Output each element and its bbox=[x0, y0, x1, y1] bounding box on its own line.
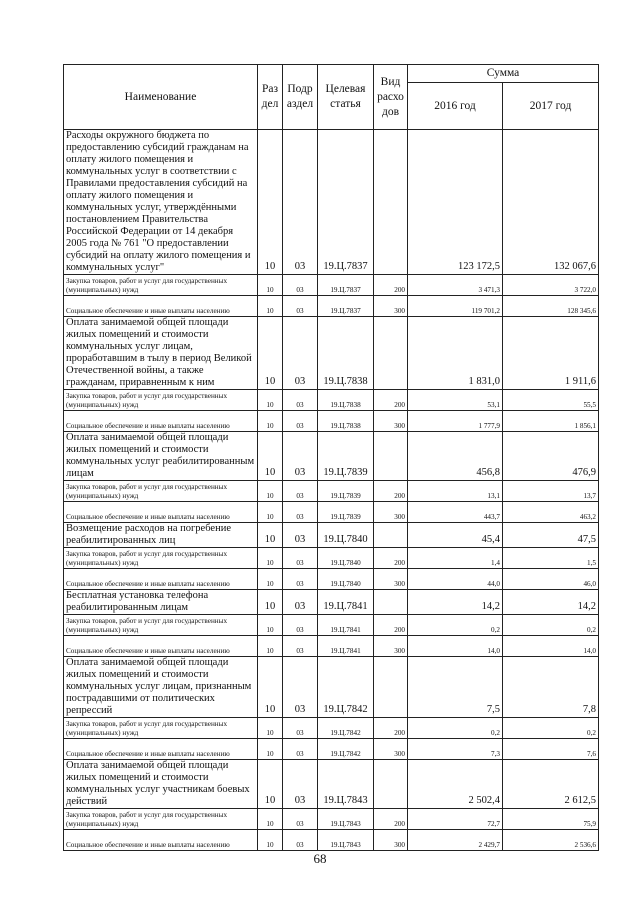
row-vid: 200 bbox=[374, 481, 408, 502]
row-name: Социальное обеспечение и иные выплаты населению bbox=[64, 411, 258, 432]
row-sum-2016: 7,5 bbox=[408, 657, 503, 718]
row-sum-2016: 45,4 bbox=[408, 523, 503, 548]
row-vid: 200 bbox=[374, 718, 408, 739]
table-row-item bbox=[64, 317, 599, 390]
row-podrazdel: 03 bbox=[283, 411, 318, 432]
row-target: 19.Ц.7837 bbox=[318, 275, 374, 296]
row-sum-2017: 14,0 bbox=[503, 636, 599, 657]
row-sum-2017: 14,2 bbox=[503, 590, 599, 615]
row-podrazdel: 03 bbox=[283, 296, 318, 317]
table-row-item bbox=[64, 432, 599, 481]
row-sum-2016: 1,4 bbox=[408, 548, 503, 569]
header-year-2017: 2017 год bbox=[503, 83, 599, 130]
row-target: 19.Ц.7839 bbox=[318, 432, 374, 481]
row-podrazdel: 03 bbox=[283, 809, 318, 830]
row-target: 19.Ц.7840 bbox=[318, 523, 374, 548]
row-name: Бесплатная установка телефона реабилитированным лицам bbox=[64, 590, 258, 615]
table-row-item bbox=[64, 590, 599, 615]
row-target: 19.Ц.7842 bbox=[318, 739, 374, 760]
row-razdel: 10 bbox=[258, 809, 283, 830]
row-razdel: 10 bbox=[258, 718, 283, 739]
row-sum-2017: 0,2 bbox=[503, 718, 599, 739]
row-sum-2017: 75,9 bbox=[503, 809, 599, 830]
row-name: Возмещение расходов на погребение реабилитированных лиц bbox=[64, 523, 258, 548]
row-sum-2016: 14,0 bbox=[408, 636, 503, 657]
row-sum-2016: 72,7 bbox=[408, 809, 503, 830]
row-sum-2016: 2 429,7 bbox=[408, 830, 503, 851]
table-row-subitem bbox=[64, 615, 599, 636]
row-podrazdel: 03 bbox=[283, 548, 318, 569]
row-name: Закупка товаров, работ и услуг для государственных (муниципальных) нужд bbox=[64, 390, 258, 411]
row-razdel: 10 bbox=[258, 548, 283, 569]
row-razdel: 10 bbox=[258, 760, 283, 809]
table-row-subitem bbox=[64, 411, 599, 432]
row-sum-2016: 7,3 bbox=[408, 739, 503, 760]
row-target: 19.Ц.7839 bbox=[318, 502, 374, 523]
table-row-subitem bbox=[64, 296, 599, 317]
row-target: 19.Ц.7843 bbox=[318, 760, 374, 809]
row-podrazdel: 03 bbox=[283, 569, 318, 590]
table-row-subitem bbox=[64, 502, 599, 523]
row-vid bbox=[374, 760, 408, 809]
table-row-item bbox=[64, 523, 599, 548]
row-sum-2017: 1 856,1 bbox=[503, 411, 599, 432]
header-sum: Сумма bbox=[408, 65, 599, 83]
row-podrazdel: 03 bbox=[283, 317, 318, 390]
row-razdel: 10 bbox=[258, 432, 283, 481]
row-name: Социальное обеспечение и иные выплаты населению bbox=[64, 739, 258, 760]
row-razdel: 10 bbox=[258, 569, 283, 590]
table-row-subitem bbox=[64, 739, 599, 760]
table-row-subitem bbox=[64, 830, 599, 851]
row-razdel: 10 bbox=[258, 296, 283, 317]
row-name: Закупка товаров, работ и услуг для государственных (муниципальных) нужд bbox=[64, 548, 258, 569]
row-razdel: 10 bbox=[258, 502, 283, 523]
row-podrazdel: 03 bbox=[283, 636, 318, 657]
row-name: Социальное обеспечение и иные выплаты населению bbox=[64, 830, 258, 851]
row-target: 19.Ц.7841 bbox=[318, 590, 374, 615]
row-name: Оплата занимаемой общей площади жилых помещений и стоимости коммунальных услуг лицам, проработавшим в тылу в период Великой Отечественной войны, а также гражданам, приравненным к ним bbox=[64, 317, 258, 390]
row-vid: 300 bbox=[374, 296, 408, 317]
row-razdel: 10 bbox=[258, 317, 283, 390]
row-target: 19.Ц.7840 bbox=[318, 548, 374, 569]
row-sum-2016: 0,2 bbox=[408, 718, 503, 739]
table-row-subitem bbox=[64, 390, 599, 411]
table-row-subitem bbox=[64, 548, 599, 569]
row-vid: 200 bbox=[374, 809, 408, 830]
row-name: Социальное обеспечение и иные выплаты населению bbox=[64, 569, 258, 590]
row-sum-2017: 128 345,6 bbox=[503, 296, 599, 317]
row-name: Закупка товаров, работ и услуг для государственных (муниципальных) нужд bbox=[64, 481, 258, 502]
row-sum-2016: 1 777,9 bbox=[408, 411, 503, 432]
row-vid: 200 bbox=[374, 548, 408, 569]
row-sum-2017: 1 911,6 bbox=[503, 317, 599, 390]
row-vid bbox=[374, 432, 408, 481]
row-sum-2017: 13,7 bbox=[503, 481, 599, 502]
row-vid: 300 bbox=[374, 830, 408, 851]
row-vid bbox=[374, 523, 408, 548]
row-target: 19.Ц.7842 bbox=[318, 718, 374, 739]
table-row-subitem bbox=[64, 481, 599, 502]
row-razdel: 10 bbox=[258, 830, 283, 851]
row-sum-2017: 2 536,6 bbox=[503, 830, 599, 851]
row-razdel: 10 bbox=[258, 275, 283, 296]
row-sum-2017: 463,2 bbox=[503, 502, 599, 523]
row-sum-2016: 119 701,2 bbox=[408, 296, 503, 317]
row-sum-2016: 44,0 bbox=[408, 569, 503, 590]
row-name: Закупка товаров, работ и услуг для государственных (муниципальных) нужд bbox=[64, 615, 258, 636]
row-sum-2017: 46,0 bbox=[503, 569, 599, 590]
row-name: Расходы окружного бюджета по предоставлению субсидий гражданам на оплату жилого помещения и коммунальных услуг в соответствии с Правилами предоставления субсидий на оплату жилого помещения и коммунальных услуг, утверждёнными постановлением Правительства Российской Федерации от 14 декабря 2005 года № 761 "О предоставлении субсидий на оплату жилого помещения и коммунальных услуг" bbox=[64, 130, 258, 275]
row-target: 19.Ц.7841 bbox=[318, 615, 374, 636]
row-sum-2017: 47,5 bbox=[503, 523, 599, 548]
row-vid bbox=[374, 657, 408, 718]
row-podrazdel: 03 bbox=[283, 481, 318, 502]
row-target: 19.Ц.7843 bbox=[318, 830, 374, 851]
row-target: 19.Ц.7843 bbox=[318, 809, 374, 830]
row-target: 19.Ц.7838 bbox=[318, 411, 374, 432]
table-row-subitem bbox=[64, 275, 599, 296]
row-podrazdel: 03 bbox=[283, 590, 318, 615]
row-vid: 300 bbox=[374, 411, 408, 432]
row-sum-2017: 1,5 bbox=[503, 548, 599, 569]
table-body bbox=[64, 130, 599, 851]
header-year-2016: 2016 год bbox=[408, 83, 503, 130]
row-podrazdel: 03 bbox=[283, 432, 318, 481]
row-sum-2016: 443,7 bbox=[408, 502, 503, 523]
row-sum-2017: 2 612,5 bbox=[503, 760, 599, 809]
row-podrazdel: 03 bbox=[283, 502, 318, 523]
header-vid: Вид расхо дов bbox=[374, 65, 408, 130]
row-vid: 300 bbox=[374, 739, 408, 760]
row-sum-2017: 7,6 bbox=[503, 739, 599, 760]
row-vid bbox=[374, 590, 408, 615]
row-name: Закупка товаров, работ и услуг для государственных (муниципальных) нужд bbox=[64, 718, 258, 739]
row-name: Закупка товаров, работ и услуг для государственных (муниципальных) нужд bbox=[64, 275, 258, 296]
header-podrazdel: Подр аздел bbox=[283, 65, 318, 130]
row-razdel: 10 bbox=[258, 481, 283, 502]
table-row-subitem bbox=[64, 809, 599, 830]
row-podrazdel: 03 bbox=[283, 615, 318, 636]
row-podrazdel: 03 bbox=[283, 830, 318, 851]
row-sum-2017: 132 067,6 bbox=[503, 130, 599, 275]
row-podrazdel: 03 bbox=[283, 523, 318, 548]
table-row-subitem bbox=[64, 569, 599, 590]
row-podrazdel: 03 bbox=[283, 718, 318, 739]
row-target: 19.Ц.7838 bbox=[318, 317, 374, 390]
row-sum-2017: 3 722,0 bbox=[503, 275, 599, 296]
row-razdel: 10 bbox=[258, 523, 283, 548]
header-razdel: Раз дел bbox=[258, 65, 283, 130]
row-sum-2017: 476,9 bbox=[503, 432, 599, 481]
row-vid bbox=[374, 130, 408, 275]
row-vid: 300 bbox=[374, 569, 408, 590]
row-podrazdel: 03 bbox=[283, 130, 318, 275]
row-vid: 300 bbox=[374, 636, 408, 657]
row-razdel: 10 bbox=[258, 130, 283, 275]
row-podrazdel: 03 bbox=[283, 275, 318, 296]
row-target: 19.Ц.7840 bbox=[318, 569, 374, 590]
row-sum-2016: 2 502,4 bbox=[408, 760, 503, 809]
row-razdel: 10 bbox=[258, 411, 283, 432]
row-sum-2016: 13,1 bbox=[408, 481, 503, 502]
row-podrazdel: 03 bbox=[283, 390, 318, 411]
row-podrazdel: 03 bbox=[283, 760, 318, 809]
table-row-subitem bbox=[64, 636, 599, 657]
header-name: Наименование bbox=[64, 65, 258, 130]
row-sum-2016: 123 172,5 bbox=[408, 130, 503, 275]
row-vid: 300 bbox=[374, 502, 408, 523]
row-vid: 200 bbox=[374, 615, 408, 636]
row-sum-2016: 1 831,0 bbox=[408, 317, 503, 390]
row-target: 19.Ц.7839 bbox=[318, 481, 374, 502]
row-vid: 200 bbox=[374, 275, 408, 296]
row-vid: 200 bbox=[374, 390, 408, 411]
row-name: Социальное обеспечение и иные выплаты населению bbox=[64, 636, 258, 657]
row-target: 19.Ц.7837 bbox=[318, 130, 374, 275]
row-sum-2016: 3 471,3 bbox=[408, 275, 503, 296]
row-target: 19.Ц.7841 bbox=[318, 636, 374, 657]
row-sum-2017: 55,5 bbox=[503, 390, 599, 411]
table-row-item bbox=[64, 657, 599, 718]
row-name: Социальное обеспечение и иные выплаты населению bbox=[64, 296, 258, 317]
row-sum-2016: 53,1 bbox=[408, 390, 503, 411]
table-row-subitem bbox=[64, 718, 599, 739]
row-podrazdel: 03 bbox=[283, 739, 318, 760]
row-razdel: 10 bbox=[258, 615, 283, 636]
page-number: 68 bbox=[313, 851, 327, 866]
row-razdel: 10 bbox=[258, 390, 283, 411]
row-vid bbox=[374, 317, 408, 390]
row-sum-2016: 14,2 bbox=[408, 590, 503, 615]
row-name: Закупка товаров, работ и услуг для государственных (муниципальных) нужд bbox=[64, 809, 258, 830]
row-target: 19.Ц.7837 bbox=[318, 296, 374, 317]
row-razdel: 10 bbox=[258, 590, 283, 615]
row-razdel: 10 bbox=[258, 657, 283, 718]
row-sum-2016: 0,2 bbox=[408, 615, 503, 636]
row-sum-2016: 456,8 bbox=[408, 432, 503, 481]
row-name: Оплата занимаемой общей площади жилых помещений и стоимости коммунальных услуг лицам, признанным пострадавшими от политических репрессий bbox=[64, 657, 258, 718]
row-target: 19.Ц.7842 bbox=[318, 657, 374, 718]
row-sum-2017: 0,2 bbox=[503, 615, 599, 636]
budget-table bbox=[63, 64, 599, 851]
header-target: Целевая статья bbox=[318, 65, 374, 130]
row-name: Социальное обеспечение и иные выплаты населению bbox=[64, 502, 258, 523]
row-razdel: 10 bbox=[258, 739, 283, 760]
row-sum-2017: 7,8 bbox=[503, 657, 599, 718]
row-target: 19.Ц.7838 bbox=[318, 390, 374, 411]
row-name: Оплата занимаемой общей площади жилых помещений и стоимости коммунальных услуг реабилитированным лицам bbox=[64, 432, 258, 481]
row-razdel: 10 bbox=[258, 636, 283, 657]
table-row-item bbox=[64, 130, 599, 275]
table-row-item bbox=[64, 760, 599, 809]
row-podrazdel: 03 bbox=[283, 657, 318, 718]
row-name: Оплата занимаемой общей площади жилых помещений и стоимости коммунальных услуг участникам боевых действий bbox=[64, 760, 258, 809]
